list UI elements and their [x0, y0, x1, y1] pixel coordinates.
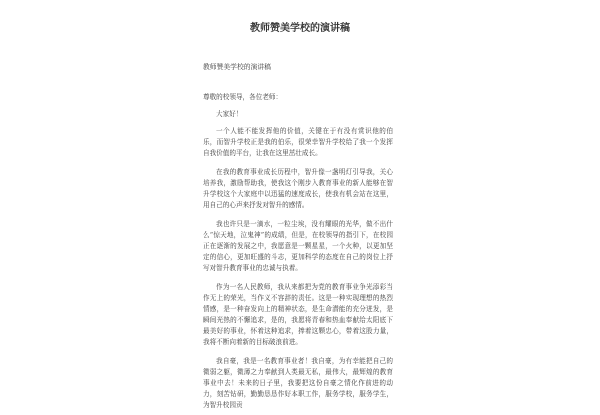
paragraph-1: 一个人能不能发挥他的价值，关键在于有没有赏识他的伯乐，而智升学校正是我的伯乐，很荣幸智升学校给了我一个发挥自我价值的平台，让我在这里茁壮成长。	[203, 127, 393, 157]
paragraph-5: 我自豪，我是一名教育事业者！我自豪，为有幸能把自己的微弱之躯，微薄之力奉献到人类最无私，最伟大，最辉煌的教育事业中去！未来的日子里，我要把这份自豪之情化作前进的动力，刻苦钻研，勤勤恳恳作好本职工作，服务学校，服务学生，为智升校园贡	[203, 357, 393, 409]
paragraph-4: 作为一名人民教师，我从来都把为党的教育事业争光添彩当作无上的荣光，当作义不容辞的责任。这是一种实现理想的热烈情感，是一种奋发向上的精神状态，是生命潜能的充分迸发，是瞬间光热的不懈追求，是的，我愿将青春和热血奉献给太阳底下最美好的事业，怀着这种追求，捧着这颗忠心，带着这股力量，我将不断向着新的目标破浪前进。	[203, 283, 393, 346]
document-body	[203, 62, 393, 415]
document-heading: 教师赞美学校的演讲稿	[203, 63, 271, 71]
paragraph-3: 我也许只是一滴水，一粒尘埃，没有耀眼的光华，做不出什么“惊天地，泣鬼神”的成绩，但是，在校领导的指引下，在校园正在逐渐的发展之中，我愿意是一颗星星，一个火种，以更加坚定的信心，更加旺盛的斗志，更加科学的态度在自己的岗位上抒写对智升教育事业的忠诚与执着。	[203, 220, 393, 272]
greeting: 大家好！	[216, 110, 243, 118]
salutation: 尊敬的校领导，各位老师：	[203, 93, 283, 101]
page-title: 教师赞美学校的演讲稿	[250, 23, 350, 34]
paragraph-2: 在我的教育事业成长历程中，智升像一盏明灯引导我，关心培养我，激励帮助我，使我这个刚步入教育事业的新人能够在智升学校这个大家庭中以迅猛的速度成长，使我有机会站在这里，用自己的心声来抒发对智升的感情。	[203, 168, 393, 209]
